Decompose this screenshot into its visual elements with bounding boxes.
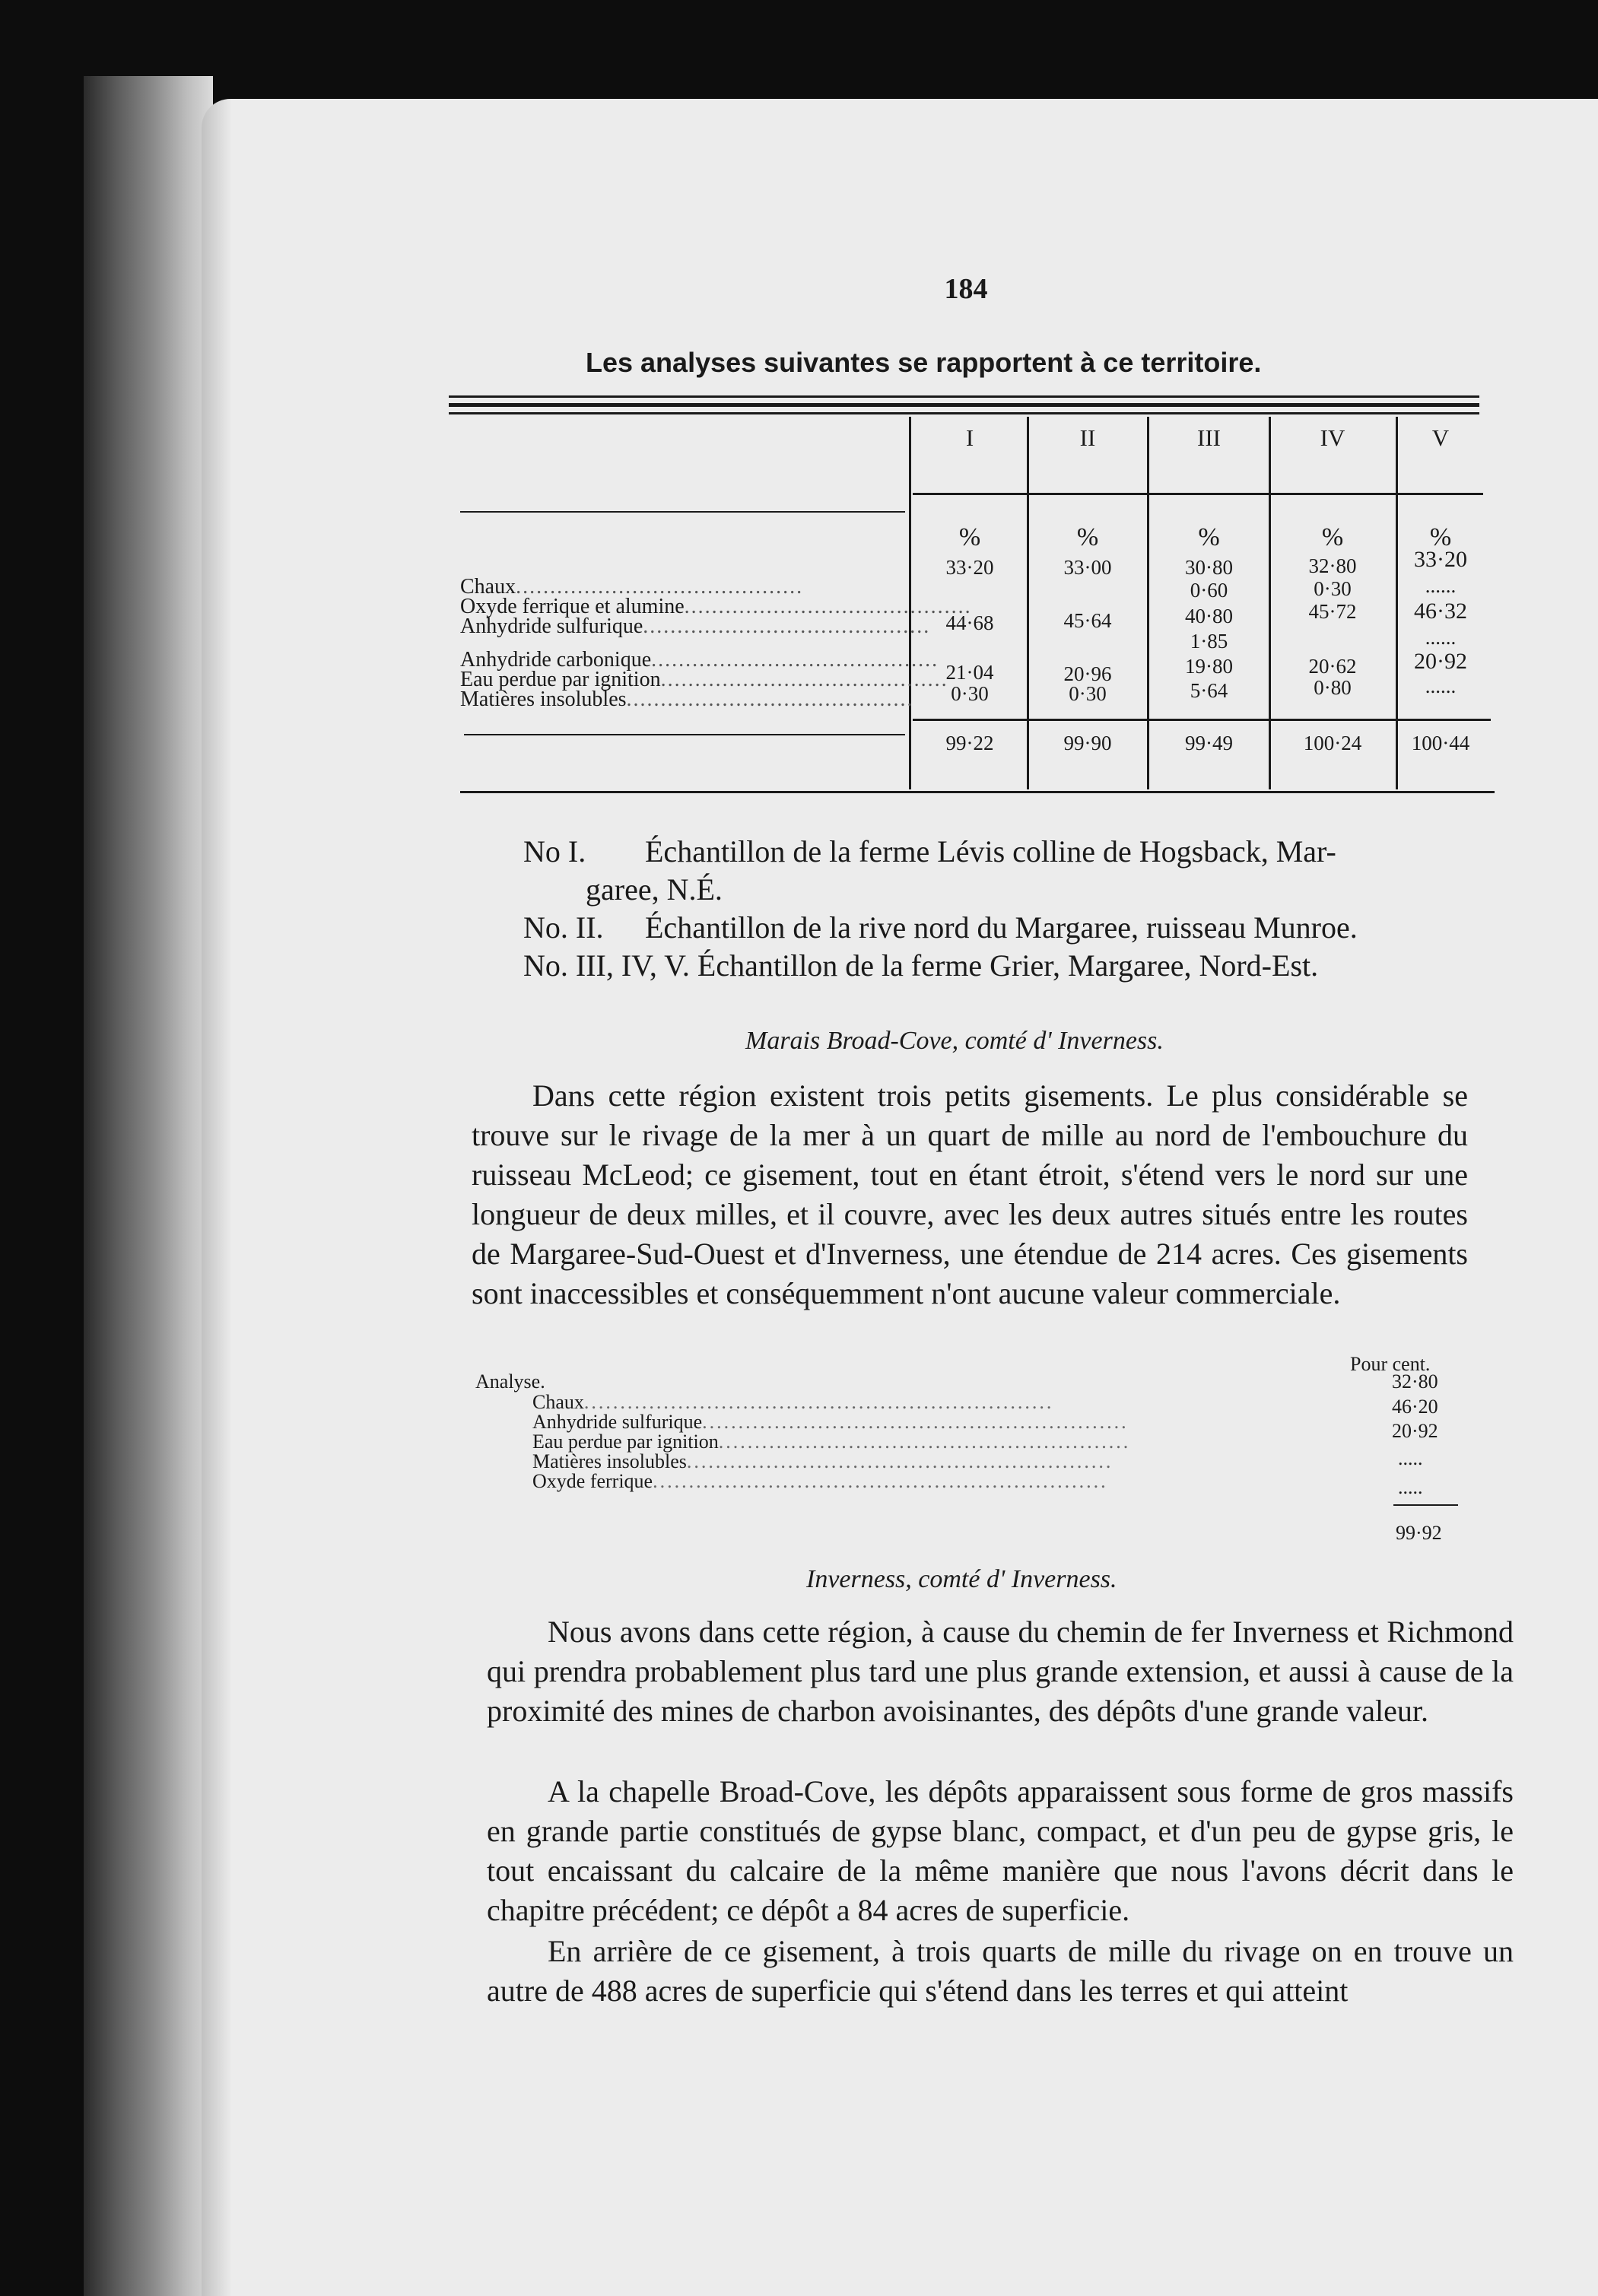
table-cell: 0·80 — [1314, 676, 1352, 699]
analysis-value: 20·92 — [1392, 1420, 1438, 1442]
percent-sign: % — [1321, 523, 1344, 551]
table-cell: 1·85 — [1190, 630, 1228, 653]
analysis-row: Oxyde ferrique............................................................... — [532, 1470, 1108, 1492]
paragraph: En arrière de ce gisement, à trois quarts de mille du rivage on en trouve un autre de 488 acres de superficie qui s'étend dans les terres et qui atteint — [487, 1934, 1514, 2008]
sample-note: garee, N.É. — [586, 872, 723, 907]
table-cell: ...... — [1425, 574, 1457, 597]
paragraph: A la chapelle Broad-Cove, les dépôts apparaissent sous forme de gros massifs en grande partie constitués de gypse blanc, compact, et d'un peu de gypse gris, le tout encaissant du calcaire de la même manière que nous l'avons décrit dans le chapitre précédent; ce dépôt a 84 acres de superficie. — [487, 1774, 1514, 1927]
page-number: 184 — [944, 273, 988, 305]
table-row-label: Matières insolubles.......................................... — [460, 688, 914, 711]
table-total: 99·22 — [945, 732, 994, 754]
table-top-rule-2 — [449, 403, 1479, 407]
table-total: 100·24 — [1303, 732, 1362, 754]
table-cell: 32·80 — [1308, 554, 1357, 577]
percent-sign: % — [958, 523, 981, 551]
column-header: V — [1431, 424, 1450, 451]
table-cell: ...... — [1425, 626, 1457, 649]
analysis-value: ..... — [1398, 1447, 1423, 1469]
sample-note: No. II. Échantillon de la rive nord du Margaree, ruisseau Munroe. — [523, 910, 1358, 945]
analysis-sum-rule — [1393, 1504, 1458, 1506]
table-cell: 20·92 — [1414, 649, 1467, 674]
table-cell: 0·30 — [1314, 577, 1352, 600]
table-cell: 20·96 — [1063, 662, 1112, 685]
body-underline-left — [464, 734, 905, 735]
section-title: Marais Broad-Cove, comté d' Inverness. — [745, 1027, 1164, 1055]
analysis-row: Anhydride sulfurique........................................................... — [532, 1411, 1129, 1433]
column-header: I — [965, 424, 974, 451]
table-cell: 21·04 — [945, 661, 994, 684]
table-cell: 0·30 — [951, 682, 989, 705]
table-cell: 20·62 — [1308, 655, 1357, 678]
analysis-total: 99·92 — [1396, 1522, 1442, 1544]
table-bottom-rule — [460, 791, 1495, 793]
column-divider — [1027, 417, 1029, 789]
book-spine — [84, 76, 213, 2296]
table-cell: 33·20 — [1414, 547, 1467, 572]
table-row-label: Oxyde ferrique et alumine.......................................... — [460, 595, 972, 618]
sample-note: No. III, IV, V. Échantillon de la ferme Grier, Margaree, Nord-Est. — [523, 948, 1319, 983]
table-heading: Les analyses suivantes se rapportent à ce territoire. — [586, 347, 1262, 378]
table-cell: 45·72 — [1308, 600, 1357, 623]
table-total: 99·90 — [1063, 732, 1112, 754]
table-cell: 0·60 — [1190, 579, 1228, 602]
table-cell: 44·68 — [945, 611, 994, 634]
analysis-unit-header: Pour cent. — [1350, 1353, 1431, 1375]
header-underline-left — [460, 511, 905, 513]
table-row-label: Anhydride sulfurique.......................................... — [460, 614, 931, 638]
percent-sign: % — [1198, 523, 1220, 551]
body-underline-right — [913, 719, 1491, 721]
table-cell: 33·20 — [945, 556, 994, 579]
column-header: III — [1197, 424, 1221, 451]
section-title: Inverness, comté d' Inverness. — [806, 1565, 1117, 1593]
column-divider — [1269, 417, 1271, 789]
table-row-label: Anhydride carbonique.......................................... — [460, 648, 939, 672]
paragraph: Nous avons dans cette région, à cause du chemin de fer Inverness et Richmond qui prendra probablement plus tard une plus grande extension, et aussi à cause de la proximité des mines de charbon avoisinantes, des dépôts d'une grande valeur. — [487, 1615, 1514, 1728]
table-cell: 5·64 — [1190, 679, 1228, 702]
analysis-value: 32·80 — [1392, 1370, 1438, 1393]
table-top-rule — [449, 395, 1479, 398]
column-divider — [1147, 417, 1149, 789]
sample-note: No I. Échantillon de la ferme Lévis colline de Hogsback, Mar- — [523, 834, 1336, 869]
percent-sign: % — [1076, 523, 1099, 551]
analysis-row: Eau perdue par ignition......................................................... — [532, 1431, 1131, 1453]
analysis-title: Analyse. — [475, 1370, 545, 1393]
table-cell: 33·00 — [1063, 556, 1112, 579]
analysis-row: Chaux................................................................. — [532, 1391, 1054, 1413]
column-header: II — [1079, 424, 1096, 451]
percent-sign: % — [1429, 523, 1452, 551]
table-cell: 40·80 — [1185, 605, 1233, 627]
table-cell: 30·80 — [1185, 556, 1233, 579]
analysis-value: ..... — [1398, 1476, 1423, 1498]
table-cell: 19·80 — [1185, 655, 1233, 678]
page-edge-shadow — [202, 99, 232, 2296]
paragraph: Dans cette région existent trois petits gisements. Le plus considérable se trouve sur le rivage de la mer à un quart de mille au nord de l'embouchure du ruisseau McLeod; ce gisement, tout en étant étroit, s'étend vers le nord sur une longueur de deux milles, et il couvre, avec les deux autres situés entre les routes de Margaree-Sud-Ouest et d'Inverness, une étendue de 214 acres. Ces gisements sont inaccessibles et conséquemment n'ont aucune valeur commerciale. — [472, 1078, 1468, 1310]
table-total: 99·49 — [1185, 732, 1233, 754]
analysis-value: 46·20 — [1392, 1396, 1438, 1418]
table-row-label: Eau perdue par ignition.......................................... — [460, 668, 948, 691]
table-total: 100·44 — [1411, 732, 1470, 754]
analysis-row: Matières insolubles........................................................... — [532, 1450, 1114, 1472]
table-row-label: Chaux.......................................... — [460, 575, 804, 599]
column-header: IV — [1320, 424, 1345, 451]
table-cell: 45·64 — [1063, 609, 1112, 632]
table-cell: ...... — [1425, 675, 1457, 697]
table-top-rule-3 — [449, 412, 1479, 414]
table-cell: 46·32 — [1414, 599, 1467, 624]
table-cell: 0·30 — [1069, 682, 1107, 705]
